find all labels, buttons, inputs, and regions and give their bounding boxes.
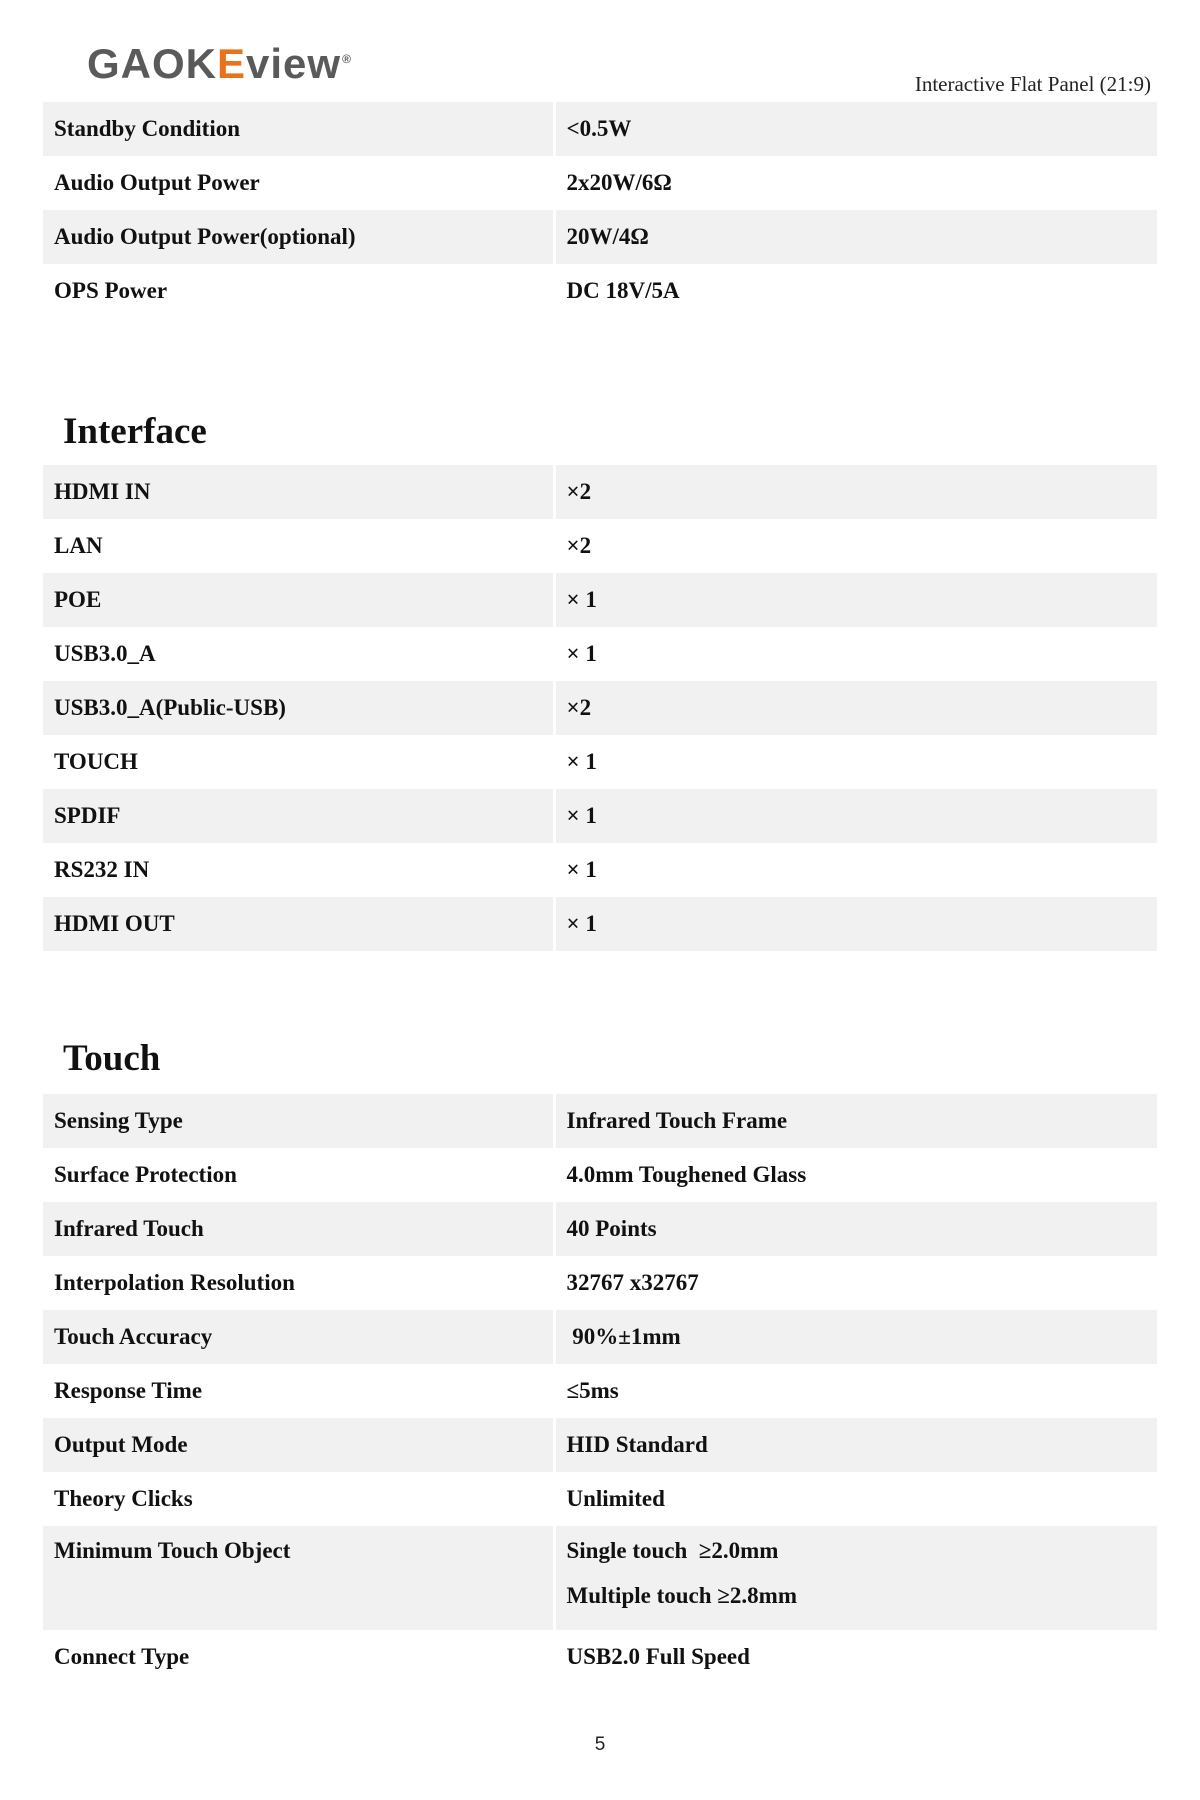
- spec-value: 32767 x32767: [554, 1256, 1157, 1310]
- spec-label: HDMI IN: [43, 465, 554, 519]
- table-row: [43, 1202, 1157, 1256]
- spec-value: ×2: [554, 519, 1157, 573]
- logo-text-e: E: [217, 40, 247, 87]
- table-row: [43, 789, 1157, 843]
- power-spec-table: [43, 102, 1157, 318]
- spec-value: × 1: [554, 897, 1157, 951]
- touch-spec-table: [43, 1094, 1157, 1684]
- spec-label: Infrared Touch: [43, 1202, 554, 1256]
- spec-value: 20W/4Ω: [554, 210, 1157, 264]
- registered-mark: ®: [342, 52, 352, 66]
- spec-label: Standby Condition: [43, 102, 554, 156]
- table-row: [43, 1256, 1157, 1310]
- table-row: [43, 264, 1157, 318]
- spec-label: Minimum Touch Object: [43, 1526, 554, 1630]
- table-row: [43, 102, 1157, 156]
- page-number: 5: [594, 1734, 606, 1755]
- section-title-interface: Interface: [63, 411, 207, 452]
- table-row: [43, 519, 1157, 573]
- table-row: [43, 1364, 1157, 1418]
- spec-label: Surface Protection: [54, 1162, 237, 1187]
- spec-value: ≤5ms: [554, 1364, 1157, 1418]
- spec-label: Audio Output Power(optional): [43, 210, 554, 264]
- spec-label: USB3.0_A: [54, 641, 156, 666]
- spec-value: 90%±1mm: [554, 1310, 1157, 1364]
- table-row: [43, 1148, 1157, 1202]
- table-row: [43, 1310, 1157, 1364]
- spec-label: Touch Accuracy: [43, 1310, 554, 1364]
- spec-value: <0.5W: [554, 102, 1157, 156]
- table-row: [43, 573, 1157, 627]
- spec-label: Sensing Type: [43, 1094, 554, 1148]
- spec-value-line: Multiple touch ≥2.8mm: [566, 1583, 797, 1608]
- logo-text-gaok: GAOK: [87, 40, 217, 87]
- spec-label: Response Time: [54, 1378, 203, 1403]
- table-row: [43, 843, 1157, 897]
- spec-label: Audio Output Power: [54, 170, 260, 195]
- spec-label: Interpolation Resolution: [54, 1270, 295, 1295]
- table-row: [43, 1094, 1157, 1148]
- spec-value: × 1: [554, 627, 1157, 681]
- spec-label: Output Mode: [43, 1418, 554, 1472]
- spec-value: × 1: [554, 573, 1157, 627]
- spec-value: × 1: [554, 843, 1157, 897]
- spec-value-multiline: [554, 1526, 1157, 1630]
- section-title-touch: Touch: [63, 1038, 161, 1079]
- spec-label: Connect Type: [54, 1644, 190, 1669]
- interface-spec-table: [43, 465, 1157, 951]
- table-row: [43, 735, 1157, 789]
- table-row: [43, 465, 1157, 519]
- spec-value: ×2: [554, 681, 1157, 735]
- spec-value: × 1: [554, 735, 1157, 789]
- logo-text-view: view: [246, 40, 342, 87]
- spec-value: Unlimited: [554, 1472, 1157, 1526]
- table-row: [43, 1472, 1157, 1526]
- document-title: Interactive Flat Panel (21:9): [914, 72, 1151, 96]
- spec-label: RS232 IN: [54, 857, 150, 882]
- table-row: [43, 681, 1157, 735]
- table-row: [43, 1630, 1157, 1684]
- spec-label: OPS Power: [54, 278, 168, 303]
- spec-value: DC 18V/5A: [554, 264, 1157, 318]
- spec-value: HID Standard: [554, 1418, 1157, 1472]
- spec-label: Theory Clicks: [54, 1486, 193, 1511]
- spec-label: POE: [43, 573, 554, 627]
- spec-value: × 1: [554, 789, 1157, 843]
- spec-value: 2x20W/6Ω: [554, 156, 1157, 210]
- brand-logo: [87, 40, 352, 88]
- table-row: [43, 1418, 1157, 1472]
- spec-value-line: Single touch ≥2.0mm: [566, 1538, 779, 1563]
- spec-value: Infrared Touch Frame: [554, 1094, 1157, 1148]
- table-row: [43, 1526, 1157, 1630]
- table-row: [43, 210, 1157, 264]
- spec-value: 40 Points: [554, 1202, 1157, 1256]
- spec-label: LAN: [54, 533, 103, 558]
- table-row: [43, 627, 1157, 681]
- table-row: [43, 156, 1157, 210]
- spec-label: HDMI OUT: [43, 897, 554, 951]
- table-row: [43, 897, 1157, 951]
- spec-value: 4.0mm Toughened Glass: [554, 1148, 1157, 1202]
- spec-label: USB3.0_A(Public-USB): [43, 681, 554, 735]
- spec-value: USB2.0 Full Speed: [554, 1630, 1157, 1684]
- spec-label: TOUCH: [54, 749, 138, 774]
- spec-value: ×2: [554, 465, 1157, 519]
- spec-label: SPDIF: [43, 789, 554, 843]
